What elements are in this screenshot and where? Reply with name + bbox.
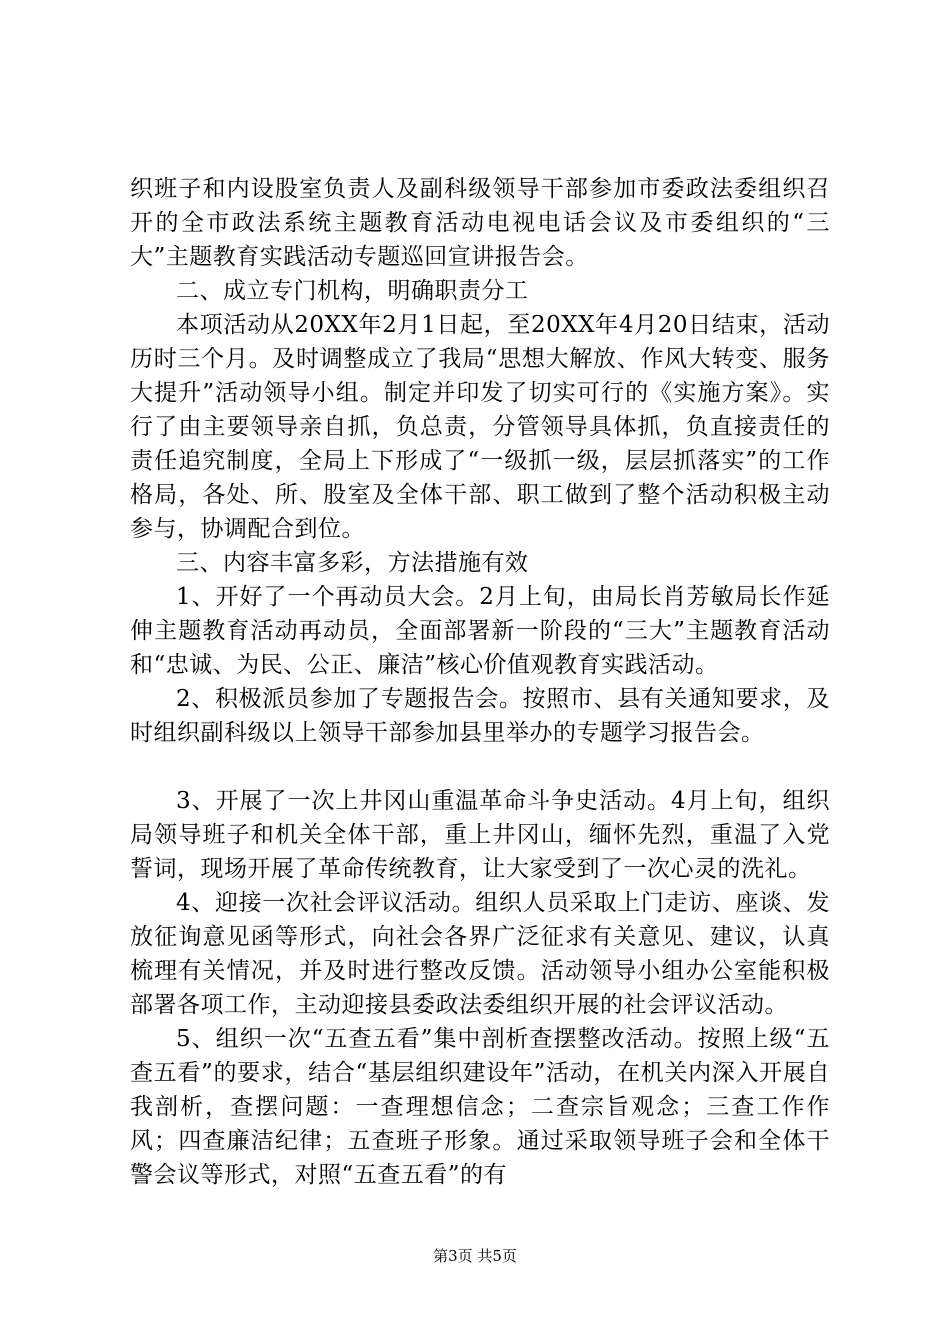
list-item-4: 4、迎接一次社会评议活动。组织人员采取上门走访、座谈、发放征询意见函等形式，向社会各界广泛征求有关意见、建议，认真梳理有关情况，并及时进行整改反馈。活动领导小组办公室能积极部署各项工作，主动迎接县委政法委组织开展的社会评议活动。 [130, 890, 830, 1018]
paragraph-gap [130, 750, 830, 784]
paragraph-continuation: 织班子和内设股室负责人及副科级领导干部参加市委政法委组织召开的全市政法系统主题教育活动电视电话会议及市委组织的“三大”主题教育实践活动专题巡回宣讲报告会。 [130, 176, 830, 270]
list-item-1: 1、开好了一个再动员大会。2月上旬，由局长肖芳敏局长作延伸主题教育活动再动员，全面部署新一阶段的“三大”主题教育活动和“忠诚、为民、公正、廉洁”核心价值观教育实践活动。 [130, 584, 830, 678]
list-item-5: 5、组织一次“五查五看”集中剖析查摆整改活动。按照上级“五查五看”的要求，结合“基层组织建设年”活动，在机关内深入开展自我剖析，查摆问题：一查理想信念；二查宗旨观念；三查工作作风；四查廉洁纪律；五查班子形象。通过采取领导班子会和全体干警会议等形式，对照“五查五看”的有 [130, 1026, 830, 1188]
paragraph-activity-period: 本项活动从20XX年2月1日起，至20XX年4月20日结束，活动历时三个月。及时调整成立了我局“思想大解放、作风大转变、服务大提升”活动领导小组。制定并印发了切实可行的《实施方案》。实行了由主要领导亲自抓，负总责，分管领导具体抓，负直接责任的责任追究制度，全局上下形成了“一级抓一级，层层抓落实”的工作格局，各处、所、股室及全体干部、职工做到了整个活动积极主动参与，协调配合到位。 [130, 312, 830, 542]
page-footer: 第3页 共5页 [433, 1247, 517, 1265]
list-item-3: 3、开展了一次上井冈山重温革命斗争史活动。4月上旬，组织局领导班子和机关全体干部，重上井冈山，缅怀先烈，重温了入党誓词，现场开展了革命传统教育，让大家受到了一次心灵的洗礼。 [130, 788, 830, 882]
list-item-2: 2、积极派员参加了专题报告会。按照市、县有关通知要求，及时组织副科级以上领导干部参加县里举办的专题学习报告会。 [130, 686, 830, 746]
section-heading-3: 三、内容丰富多彩，方法措施有效 [176, 550, 529, 576]
document-body [130, 172, 830, 1192]
section-heading-2: 二、成立专门机构，明确职责分工 [176, 278, 529, 304]
